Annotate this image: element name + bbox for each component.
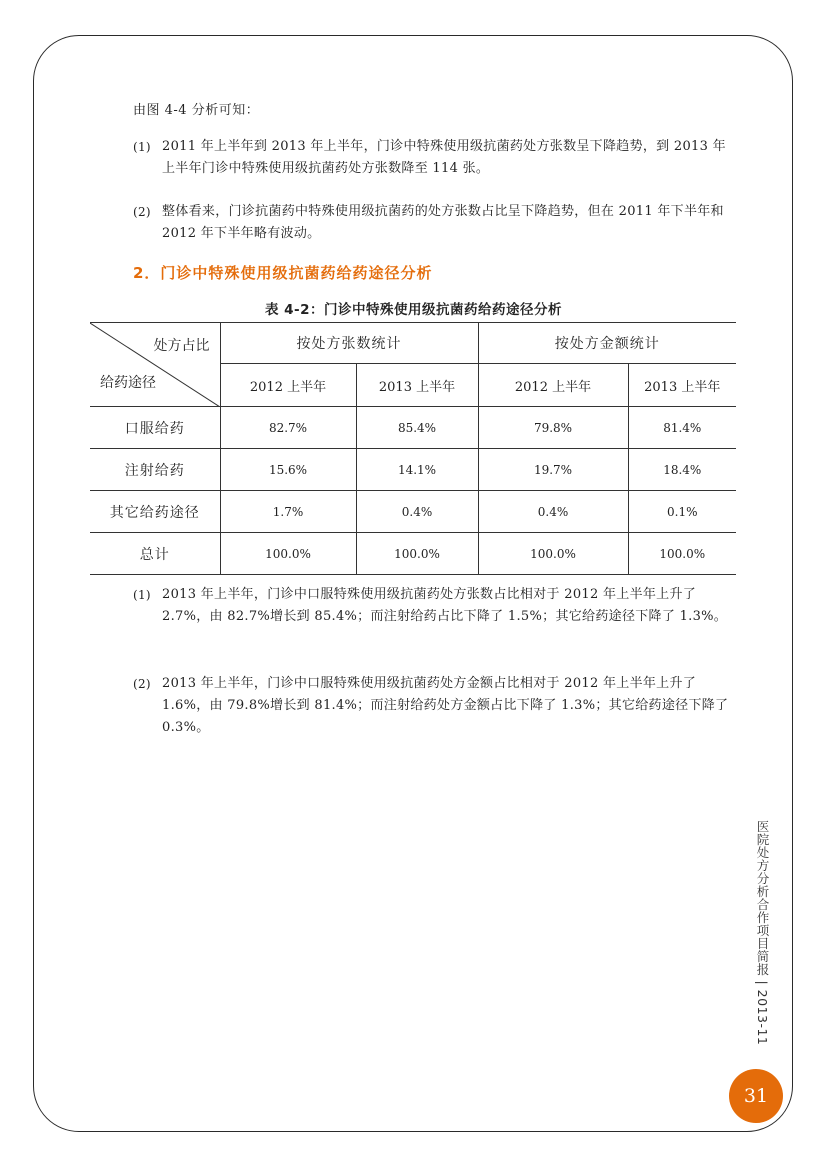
diagonal-header-cell xyxy=(90,323,220,407)
finding-top-1 xyxy=(133,136,733,180)
corner-label-bottom: 给药途径 xyxy=(100,375,156,391)
table-cell: 14.1% xyxy=(356,449,478,491)
finding-number: (2) xyxy=(133,677,151,691)
table-cell: 15.6% xyxy=(220,449,356,491)
table-cell: 100.0% xyxy=(220,533,356,575)
route-analysis-table xyxy=(90,322,736,575)
finding-text: 2011 年上半年到 2013 年上半年，门诊中特殊使用级抗菌药处方张数呈下降趋势，到 2013 年上半年门诊中特殊使用级抗菌药处方张数降至 114 张。 xyxy=(162,139,726,176)
finding-text: 2013 年上半年，门诊中口服特殊使用级抗菌药处方张数占比相对于 2012 年上半年上升了 2.7%，由 82.7%增长到 85.4%；而注射给药占比下降了 1.5%；其它给药途径下降了 1.3%。 xyxy=(162,587,728,624)
finding-top-2 xyxy=(133,201,733,245)
finding-bottom-2 xyxy=(133,673,733,739)
table-cell: 19.7% xyxy=(478,449,628,491)
table-cell: 0.1% xyxy=(628,491,736,533)
subheader-cell: 2013 上半年 xyxy=(628,364,736,407)
table-header-row xyxy=(90,323,736,364)
corner-label-top: 处方占比 xyxy=(153,338,210,354)
table-cell: 81.4% xyxy=(628,407,736,449)
row-label: 口服给药 xyxy=(90,407,220,449)
table-cell: 79.8% xyxy=(478,407,628,449)
table-cell: 85.4% xyxy=(356,407,478,449)
table-row-total xyxy=(90,533,736,575)
table-cell: 1.7% xyxy=(220,491,356,533)
row-label: 注射给药 xyxy=(90,449,220,491)
finding-text: 整体看来，门诊抗菌药中特殊使用级抗菌药的处方张数占比呈下降趋势，但在 2011 年下半年和 2012 年下半年略有波动。 xyxy=(162,204,724,241)
table-cell: 100.0% xyxy=(356,533,478,575)
finding-number: (1) xyxy=(133,588,151,602)
finding-number: (2) xyxy=(133,205,151,219)
table-cell: 18.4% xyxy=(628,449,736,491)
table-cell: 100.0% xyxy=(628,533,736,575)
table-cell: 82.7% xyxy=(220,407,356,449)
intro-text: 由图 4-4 分析可知： xyxy=(133,103,260,118)
table-cell: 100.0% xyxy=(478,533,628,575)
subheader-cell: 2013 上半年 xyxy=(356,364,478,407)
row-label: 总计 xyxy=(90,533,220,575)
group-header-amount: 按处方金额统计 xyxy=(478,323,736,364)
page-number-badge: 31 xyxy=(729,1069,783,1123)
table-row xyxy=(90,491,736,533)
table-cell: 0.4% xyxy=(356,491,478,533)
finding-number: (1) xyxy=(133,140,151,154)
section-heading: 2．门诊中特殊使用级抗菌药给药途径分析 xyxy=(133,264,433,282)
table-row xyxy=(90,449,736,491)
side-running-title: 医院处方分析合作项目简报 | 2013-11 xyxy=(755,820,770,1046)
table-row xyxy=(90,407,736,449)
row-label: 其它给药途径 xyxy=(90,491,220,533)
finding-text: 2013 年上半年，门诊中口服特殊使用级抗菌药处方金额占比相对于 2012 年上半年上升了 1.6%，由 79.8%增长到 81.4%；而注射给药处方金额占比下降了 1.3%；其它给药途径下降了 0.3%。 xyxy=(162,676,729,735)
subheader-cell: 2012 上半年 xyxy=(478,364,628,407)
table-caption: 表 4-2：门诊中特殊使用级抗菌药给药途径分析 xyxy=(264,302,563,318)
group-header-count: 按处方张数统计 xyxy=(220,323,478,364)
table-cell: 0.4% xyxy=(478,491,628,533)
subheader-cell: 2012 上半年 xyxy=(220,364,356,407)
finding-bottom-1 xyxy=(133,584,733,628)
